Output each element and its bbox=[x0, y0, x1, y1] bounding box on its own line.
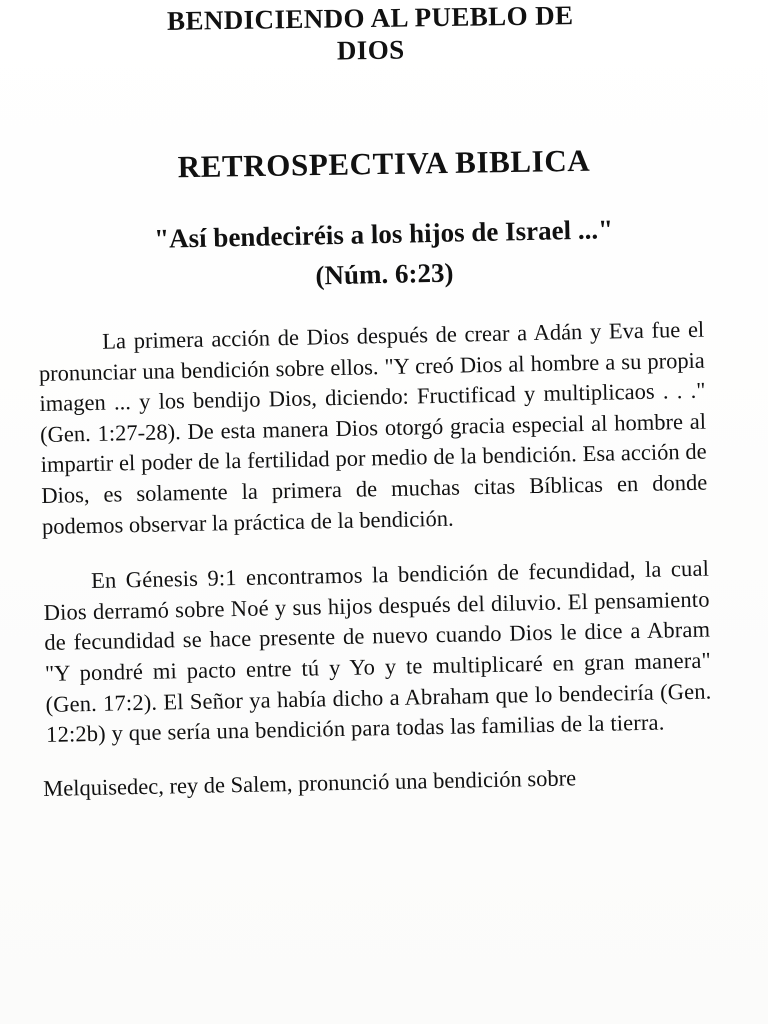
epigraph-quote: "Así bendeciréis a los hijos de Israel ..." bbox=[153, 214, 614, 254]
title-line-1: BENDICIENDO AL PUEBLO DE bbox=[166, 0, 574, 36]
title-line-2: DIOS bbox=[336, 34, 405, 66]
body-text bbox=[38, 315, 713, 805]
section-heading: RETROSPECTIVA BIBLICA bbox=[177, 142, 591, 185]
epigraph-reference: (Núm. 6:23) bbox=[315, 257, 454, 291]
epigraph bbox=[59, 207, 709, 301]
document-title bbox=[38, 0, 703, 71]
paragraph-2: En Génesis 9:1 encontramos la bendición de fecundidad, la cual Dios derramó sobre Noé y sus hijos después del diluvio. El pensamiento de fecundidad se hace presente de nuevo cuando Dios le dice a Abram "Y pondré mi pacto entre tú y Yo y te multiplicaré en gran manera" (Gen. 17:2). El Señor ya había dicho a Abraham que lo bendeciría (Gen. 12:2b) y que sería una bendición para todas las familias de la tierra. bbox=[43, 555, 712, 748]
paragraph-3: Melquisedec, rey de Salem, pronunció una bendición sobre bbox=[42, 765, 577, 801]
paragraph-1: La primera acción de Dios después de crear a Adán y Eva fue el pronunciar una bendición sobre ellos. "Y creó Dios al hombre a su propia imagen ... y los bendijo Dios, diciendo: Fructificad y multiplicaos . . ." (Gen. 1:27-28). De esta manera Dios otorgó gracia especial al hombre al impartir el poder de la fertilidad por medio de la bendición. Esa acción de Dios, es solamente la primera de muchas citas Bíblicas en donde podemos observar la práctica de la bendición. bbox=[38, 316, 708, 539]
